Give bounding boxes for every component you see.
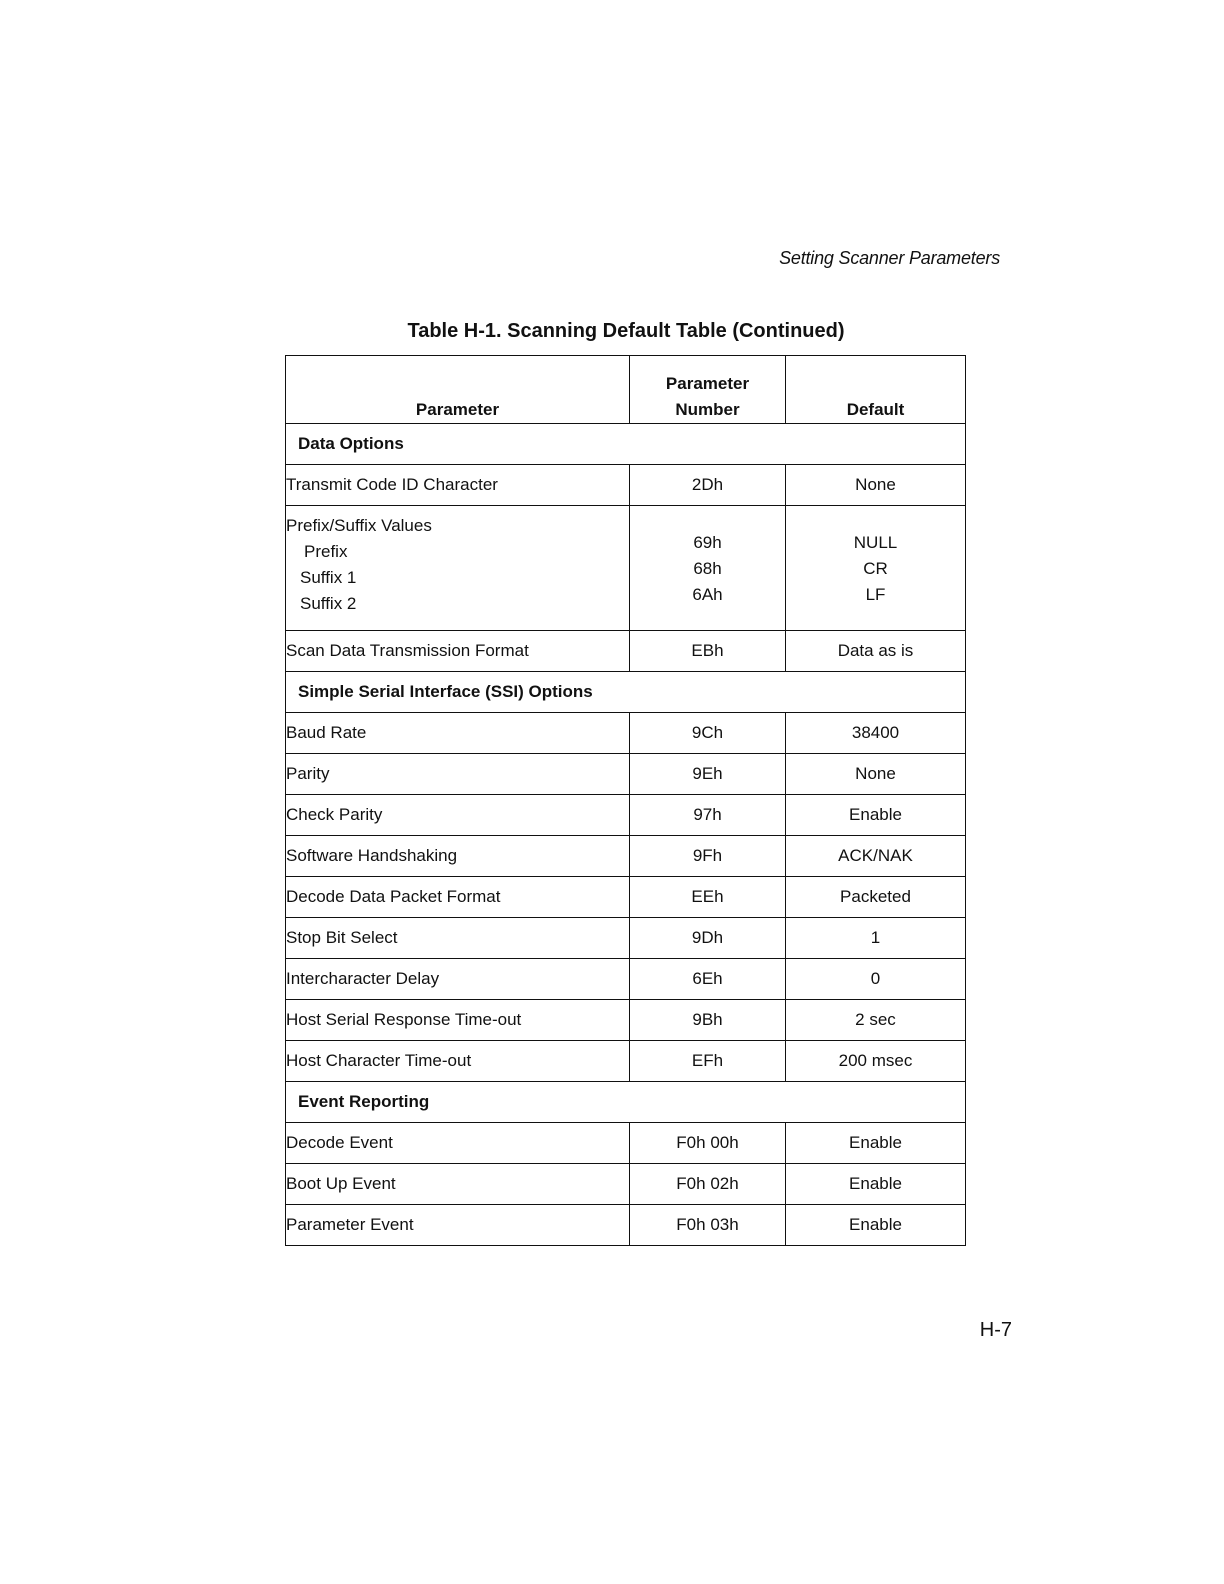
parameter-number: F0h 00h <box>630 1123 786 1164</box>
page-number: H-7 <box>979 1319 1012 1341</box>
parameter-name: Prefix/Suffix Values <box>286 516 432 535</box>
parameter-number: 69h <box>693 533 722 552</box>
section-row-data-options <box>286 424 966 465</box>
parameter-default: ACK/NAK <box>786 836 966 877</box>
parameter-default: None <box>786 465 966 506</box>
parameter-name: Host Serial Response Time-out <box>286 1000 630 1041</box>
table-row <box>286 631 966 672</box>
parameter-number: EFh <box>630 1041 786 1082</box>
parameter-name: Software Handshaking <box>286 836 630 877</box>
parameter-default: Enable <box>786 1164 966 1205</box>
section-title: Simple Serial Interface (SSI) Options <box>286 672 966 713</box>
column-header-default: Default <box>786 356 966 424</box>
table-row <box>286 836 966 877</box>
parameter-name: Boot Up Event <box>286 1164 630 1205</box>
column-header-number-line1: Parameter <box>665 374 750 393</box>
parameter-name: Intercharacter Delay <box>286 959 630 1000</box>
table-row <box>286 1041 966 1082</box>
parameter-name: Prefix <box>304 542 348 561</box>
parameter-default: 2 sec <box>786 1000 966 1041</box>
parameter-name: Scan Data Transmission Format <box>286 631 630 672</box>
column-header-number-line2: Number <box>675 400 740 419</box>
parameter-number: 9Fh <box>630 836 786 877</box>
parameter-default: 0 <box>786 959 966 1000</box>
parameter-name: Decode Data Packet Format <box>286 877 630 918</box>
parameter-name: Transmit Code ID Character <box>286 465 630 506</box>
parameter-number-group <box>630 506 786 631</box>
table-row <box>286 1123 966 1164</box>
running-header: Setting Scanner Parameters <box>779 248 1000 268</box>
section-title: Event Reporting <box>286 1082 966 1123</box>
parameter-number: 68h <box>693 559 722 578</box>
parameter-default: Enable <box>786 795 966 836</box>
parameter-name: Suffix 2 <box>300 594 357 613</box>
parameter-table <box>285 355 966 1246</box>
parameter-number: 9Dh <box>630 918 786 959</box>
parameter-number: 6Ah <box>692 585 723 604</box>
table-row <box>286 754 966 795</box>
parameter-number: EEh <box>630 877 786 918</box>
table-title: Table H-1. Scanning Default Table (Continued) <box>407 320 845 342</box>
parameter-default: NULL <box>853 533 898 552</box>
parameter-default: Data as is <box>786 631 966 672</box>
table-row-prefix-suffix <box>286 506 966 631</box>
column-header-parameter-number <box>630 356 786 424</box>
parameter-default: 38400 <box>786 713 966 754</box>
table-row <box>286 1205 966 1246</box>
parameter-name: Host Character Time-out <box>286 1041 630 1082</box>
parameter-name: Check Parity <box>286 795 630 836</box>
section-title: Data Options <box>286 424 966 465</box>
table-row <box>286 713 966 754</box>
parameter-name: Suffix 1 <box>300 568 357 587</box>
parameter-default: 200 msec <box>786 1041 966 1082</box>
parameter-number: F0h 02h <box>630 1164 786 1205</box>
table-header-row <box>286 356 966 424</box>
parameter-default: Enable <box>786 1205 966 1246</box>
parameter-default: Packeted <box>786 877 966 918</box>
parameter-number: F0h 03h <box>630 1205 786 1246</box>
table-row <box>286 465 966 506</box>
section-row-event-reporting <box>286 1082 966 1123</box>
table-row <box>286 918 966 959</box>
parameter-name: Parity <box>286 754 630 795</box>
table-row <box>286 959 966 1000</box>
table-row <box>286 795 966 836</box>
parameter-default-group <box>786 506 966 631</box>
parameter-number: 9Eh <box>630 754 786 795</box>
parameter-name: Stop Bit Select <box>286 918 630 959</box>
table-row <box>286 877 966 918</box>
parameter-number: 6Eh <box>630 959 786 1000</box>
parameter-name-group <box>286 506 630 631</box>
parameter-default: None <box>786 754 966 795</box>
parameter-number: 9Bh <box>630 1000 786 1041</box>
parameter-default: CR <box>863 559 888 578</box>
column-header-parameter: Parameter <box>286 356 630 424</box>
parameter-number: 9Ch <box>630 713 786 754</box>
parameter-default: Enable <box>786 1123 966 1164</box>
parameter-name: Parameter Event <box>286 1205 630 1246</box>
parameter-default: LF <box>865 585 886 604</box>
parameter-name: Decode Event <box>286 1123 630 1164</box>
parameter-name: Baud Rate <box>286 713 630 754</box>
parameter-number: 2Dh <box>630 465 786 506</box>
table-row <box>286 1164 966 1205</box>
parameter-number: 97h <box>630 795 786 836</box>
section-row-ssi-options <box>286 672 966 713</box>
parameter-default: 1 <box>786 918 966 959</box>
parameter-number: EBh <box>630 631 786 672</box>
table-row <box>286 1000 966 1041</box>
